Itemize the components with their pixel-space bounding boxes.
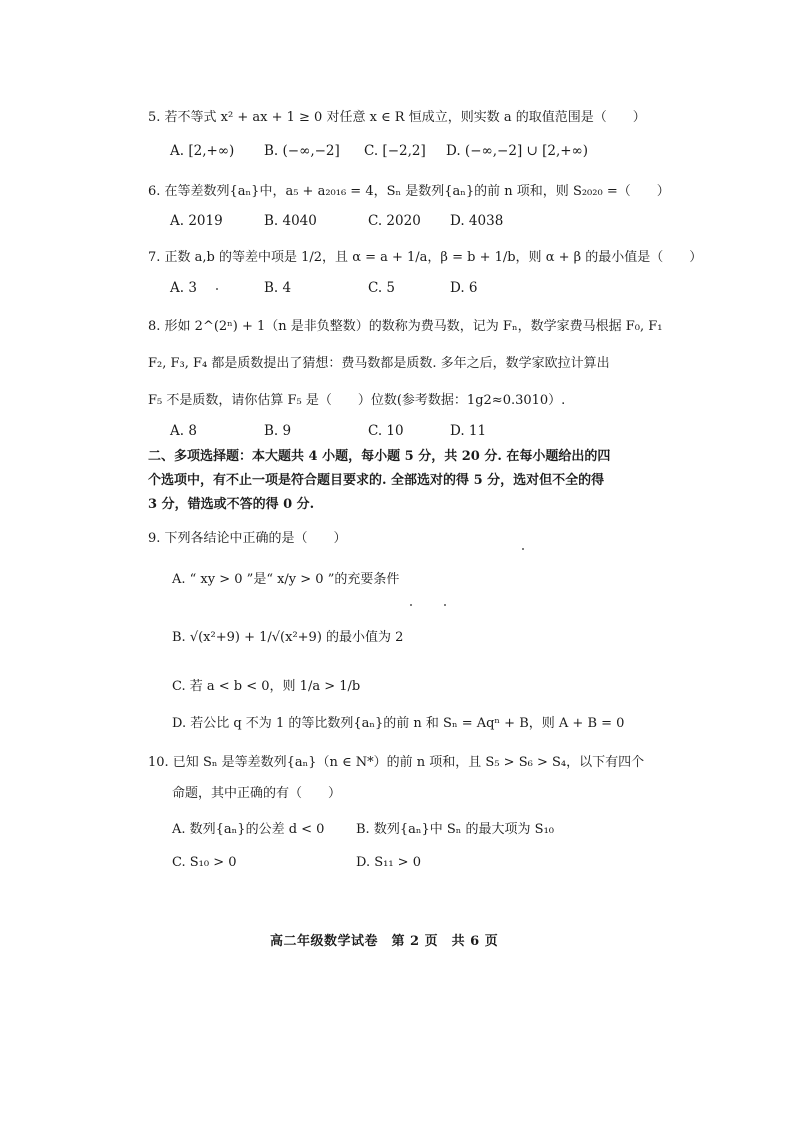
question-9-option-c: C. 若 a < b < 0，则 1/a > 1/b <box>172 679 361 694</box>
question-7-option-b: B. 4 <box>264 280 292 296</box>
question-5-option-d: D. (−∞,−2] ∪ [2,+∞) <box>446 143 589 159</box>
question-8-line-3: F₅ 不是质数，请你估算 F₅ 是（ ）位数(参考数据：1g2≈0.3010）. <box>148 393 566 408</box>
scan-speck <box>444 604 446 606</box>
question-8-option-c: C. 10 <box>368 423 404 439</box>
question-9-option-b: B. √(x²+9) + 1/√(x²+9) 的最小值为 2 <box>172 630 404 645</box>
question-6-stem: 6. 在等差数列{aₙ}中，a₅ + a₂₀₁₆ = 4，Sₙ 是数列{aₙ}的前 n 项和，则 S₂₀₂₀ =（ ） <box>148 184 670 199</box>
question-5-stem: 5. 若不等式 x² + ax + 1 ≥ 0 对任意 x ∈ R 恒成立，则实数 a 的取值范围是（ ） <box>148 110 646 125</box>
question-9-option-d: D. 若公比 q 不为 1 的等比数列{aₙ}的前 n 和 Sₙ = Aqⁿ + B，则 A + B = 0 <box>172 716 625 731</box>
scan-speck <box>216 288 218 290</box>
question-9-stem: 9. 下列各结论中正确的是（ ） <box>148 531 347 546</box>
question-7-option-c: C. 5 <box>368 280 396 296</box>
question-9-option-a: A. “ xy > 0 ”是“ x/y > 0 ”的充要条件 <box>172 572 400 587</box>
question-10-option-c: C. S₁₀ > 0 <box>172 855 237 870</box>
question-8-option-d: D. 11 <box>450 423 487 439</box>
question-7-stem: 7. 正数 a,b 的等差中项是 1/2，且 α = a + 1/a，β = b + 1/b，则 α + β 的最小值是（ ） <box>148 250 703 265</box>
question-5-option-b: B. (−∞,−2] <box>264 143 340 159</box>
question-7-option-a: A. 3 <box>170 280 197 296</box>
question-6-option-a: A. 2019 <box>170 213 223 229</box>
question-7-option-d: D. 6 <box>450 280 478 296</box>
scan-speck <box>410 604 412 606</box>
page-footer: 高二年级数学试卷 第 2 页 共 6 页 <box>270 934 499 949</box>
question-8-line-2: F₂, F₃, F₄ 都是质数提出了猜想：费马数都是质数. 多年之后，数学家欧拉计算出 <box>148 356 610 371</box>
section-2-instructions: 二、多项选择题：本大题共 4 小题，每小题 5 分，共 20 分. 在每小题给出的四个选项中，有不止一项是符合题目要求的. 全部选对的得 5 分，选对但不全的得 3 分，错选或不答的得 0 分. <box>148 449 611 512</box>
question-8-line-1: 8. 形如 2^(2ⁿ) + 1（n 是非负整数）的数称为费马数，记为 Fₙ，数学家费马根据 F₀, F₁ <box>148 319 663 334</box>
question-6-option-b: B. 4040 <box>264 213 317 229</box>
question-10-option-d: D. S₁₁ > 0 <box>356 855 421 870</box>
question-8-option-a: A. 8 <box>170 423 197 439</box>
question-10-option-b: B. 数列{aₙ}中 Sₙ 的最大项为 S₁₀ <box>356 822 554 837</box>
scan-speck <box>522 548 524 550</box>
question-6-option-c: C. 2020 <box>368 213 421 229</box>
question-8-option-b: B. 9 <box>264 423 292 439</box>
question-5-option-a: A. [2,+∞) <box>170 143 235 159</box>
question-10-option-a: A. 数列{aₙ}的公差 d < 0 <box>172 822 325 837</box>
question-10-line-2: 命题，其中正确的有（ ） <box>172 786 342 801</box>
question-5-option-c: C. [−2,2] <box>364 143 426 159</box>
question-10-line-1: 10. 已知 Sₙ 是等差数列{aₙ}（n ∈ N*）的前 n 项和，且 S₅ > S₆ > S₄，以下有四个 <box>148 755 645 770</box>
question-6-option-d: D. 4038 <box>450 213 504 229</box>
